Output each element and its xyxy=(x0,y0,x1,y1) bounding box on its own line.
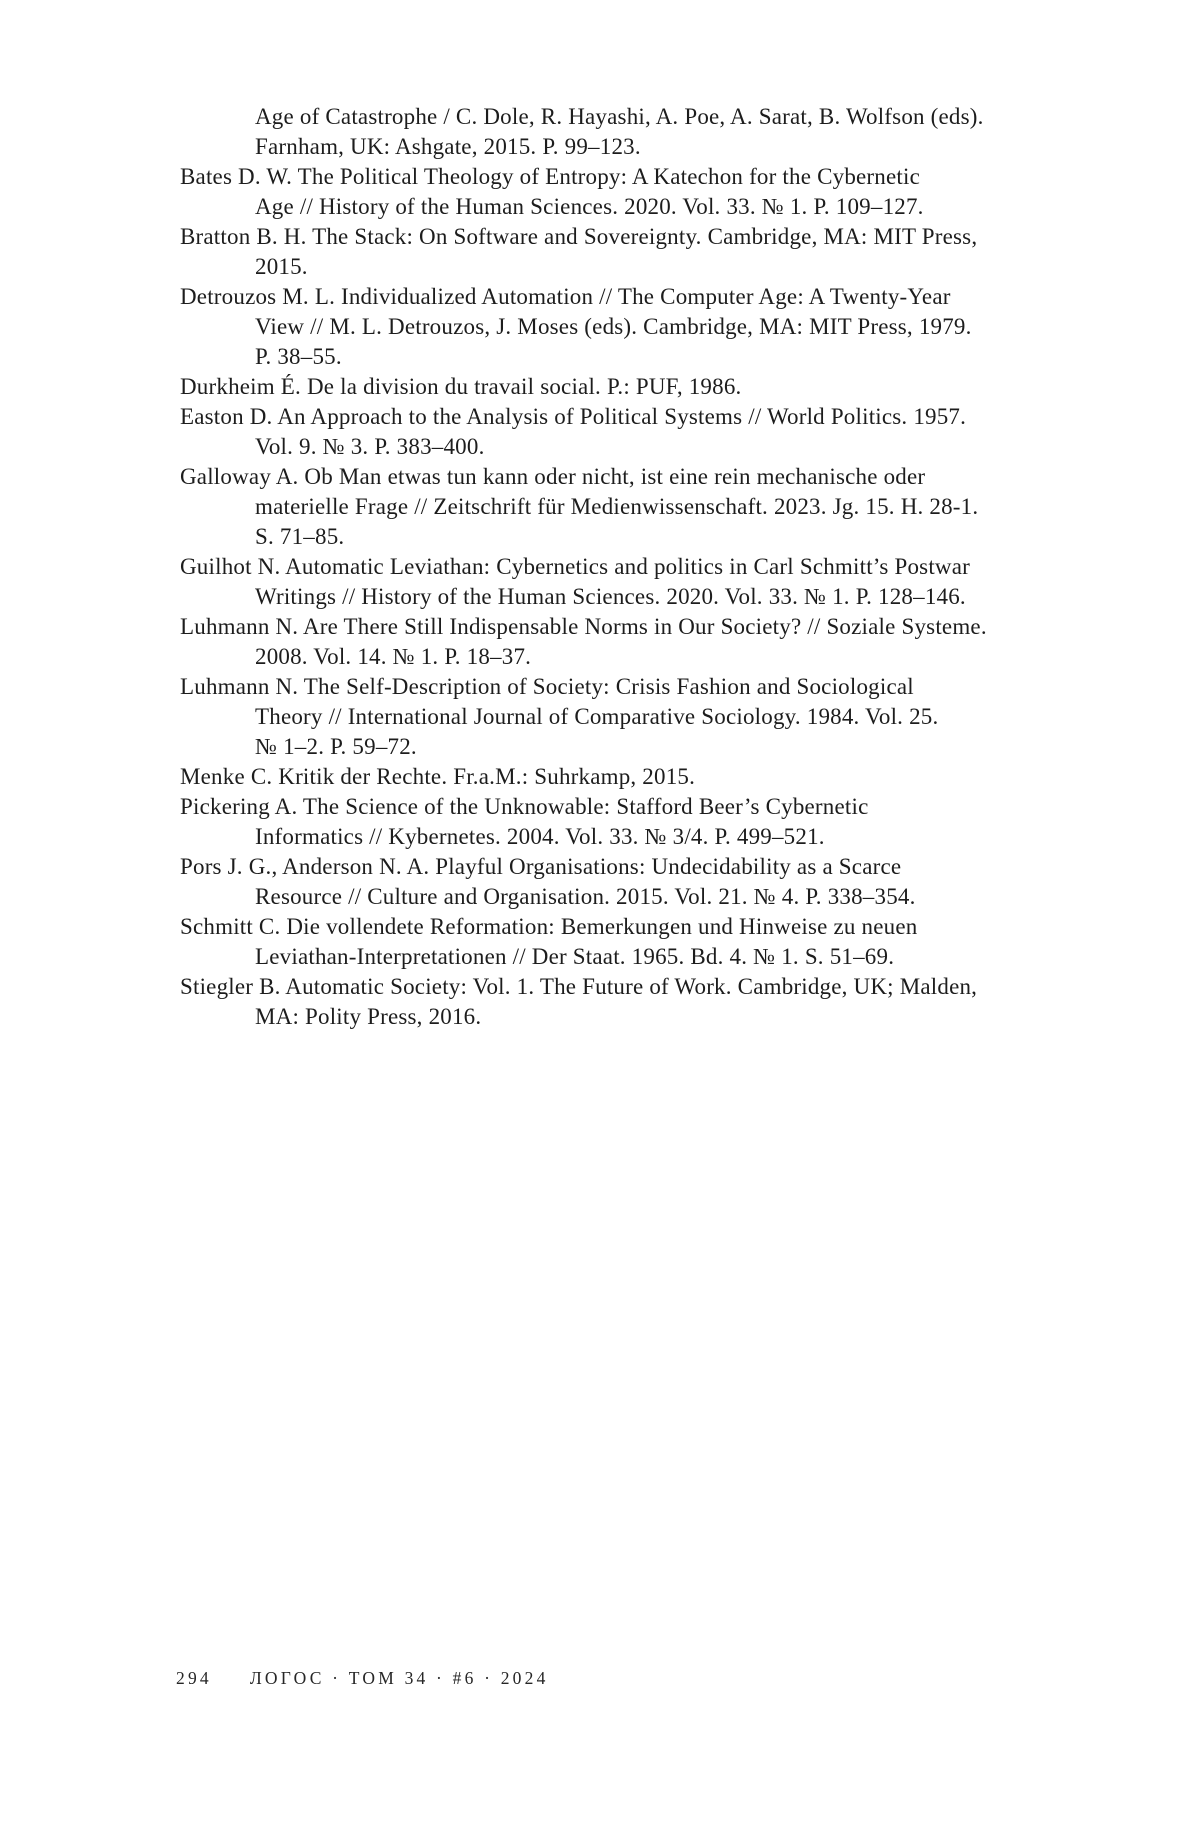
reference-line: Galloway A. Ob Man etwas tun kann oder nicht, ist eine rein mechanische oder xyxy=(180,464,926,489)
reference-entry xyxy=(180,462,1080,552)
reference-entry xyxy=(180,852,1080,912)
reference-entry xyxy=(180,792,1080,852)
reference-line: Guilhot N. Automatic Leviathan: Cybernetics and politics in Carl Schmitt’s Postwar xyxy=(180,554,970,579)
reference-entry xyxy=(180,162,1080,222)
reference-line: Menke C. Kritik der Rechte. Fr.a.M.: Suhrkamp, 2015. xyxy=(180,764,696,789)
reference-line: Bates D. W. The Political Theology of Entropy: A Katechon for the Cybernetic xyxy=(180,164,920,189)
page-number: 294 xyxy=(176,1668,212,1688)
reference-line: Vol. 9. № 3. P. 383–400. xyxy=(255,434,485,459)
reference-entry xyxy=(180,972,1080,1032)
reference-line: № 1–2. P. 59–72. xyxy=(255,734,417,759)
reference-line: Writings // History of the Human Sciences. 2020. Vol. 33. № 1. P. 128–146. xyxy=(255,584,966,609)
reference-entry xyxy=(180,762,1080,792)
reference-line: Schmitt C. Die vollendete Reformation: Bemerkungen und Hinweise zu neuen xyxy=(180,914,918,939)
reference-entry xyxy=(180,402,1080,462)
reference-line: Bratton B. H. The Stack: On Software and Sovereignty. Cambridge, MA: MIT Press, xyxy=(180,224,978,249)
reference-line: Stiegler B. Automatic Society: Vol. 1. The Future of Work. Cambridge, UK; Malden, xyxy=(180,974,978,999)
reference-entry xyxy=(180,102,1080,162)
reference-line: Luhmann N. Are There Still Indispensable Norms in Our Society? // Soziale Systeme. xyxy=(180,614,987,639)
reference-entry xyxy=(180,612,1080,672)
reference-line: Luhmann N. The Self-Description of Society: Crisis Fashion and Sociological xyxy=(180,674,914,699)
reference-entry xyxy=(180,222,1080,282)
reference-line: 2008. Vol. 14. № 1. P. 18–37. xyxy=(255,644,532,669)
reference-line: Theory // International Journal of Comparative Sociology. 1984. Vol. 25. xyxy=(255,704,939,729)
reference-line: Resource // Culture and Organisation. 2015. Vol. 21. № 4. P. 338–354. xyxy=(255,884,916,909)
reference-line: Farnham, UK: Ashgate, 2015. P. 99–123. xyxy=(255,134,641,159)
reference-line: Pickering A. The Science of the Unknowable: Stafford Beer’s Cybernetic xyxy=(180,794,869,819)
reference-entry xyxy=(180,372,1080,402)
reference-line: Detrouzos M. L. Individualized Automation // The Computer Age: A Twenty-Year xyxy=(180,284,951,309)
reference-entry xyxy=(180,282,1080,372)
reference-line: Leviathan-Interpretationen // Der Staat. 1965. Bd. 4. № 1. S. 51–69. xyxy=(255,944,895,969)
reference-line: Durkheim É. De la division du travail social. P.: PUF, 1986. xyxy=(180,374,742,399)
reference-line: Age // History of the Human Sciences. 2020. Vol. 33. № 1. P. 109–127. xyxy=(255,194,924,219)
reference-line: Easton D. An Approach to the Analysis of Political Systems // World Politics. 1957. xyxy=(180,404,967,429)
reference-line: S. 71–85. xyxy=(255,524,345,549)
reference-line: Pors J. G., Anderson N. A. Playful Organisations: Undecidability as a Scarce xyxy=(180,854,902,879)
reference-entry xyxy=(180,552,1080,612)
reference-entry xyxy=(180,912,1080,972)
reference-line: materielle Frage // Zeitschrift für Medienwissenschaft. 2023. Jg. 15. H. 28-1. xyxy=(255,494,979,519)
reference-line: 2015. xyxy=(255,254,308,279)
reference-entry xyxy=(180,672,1080,762)
reference-line: P. 38–55. xyxy=(255,344,342,369)
references-list xyxy=(180,102,1080,1032)
reference-line: Age of Catastrophe / C. Dole, R. Hayashi, A. Poe, A. Sarat, B. Wolfson (eds). xyxy=(255,104,984,129)
page-footer xyxy=(176,1668,549,1689)
reference-line: MA: Polity Press, 2016. xyxy=(255,1004,482,1029)
reference-line: View // M. L. Detrouzos, J. Moses (eds). Cambridge, MA: MIT Press, 1979. xyxy=(255,314,972,339)
reference-line: Informatics // Kybernetes. 2004. Vol. 33. № 3/4. P. 499–521. xyxy=(255,824,825,849)
journal-running-title: ЛОГОС · ТОМ 34 · #6 · 2024 xyxy=(249,1668,549,1688)
